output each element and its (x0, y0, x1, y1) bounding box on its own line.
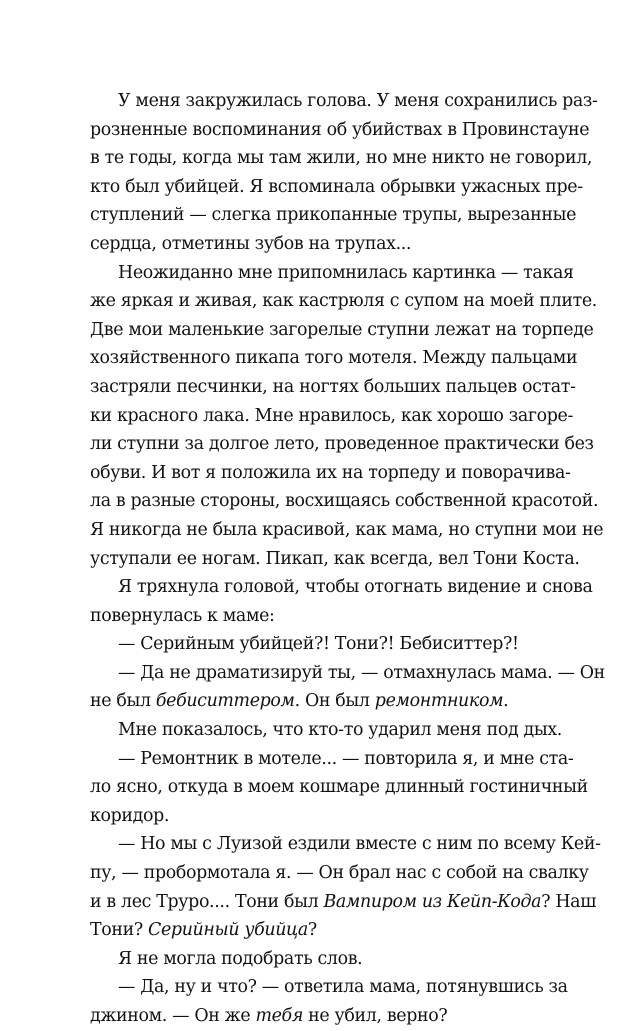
italic-vampire: Вампиром из Кейп-Кода (323, 891, 542, 912)
text-segment: . (503, 691, 509, 712)
text-segment: ? (307, 920, 317, 941)
text-line: У меня закружилась голова. У меня сохранились раз- (118, 91, 598, 111)
body-text (90, 87, 605, 1031)
text-line: Я тряхнула головой, чтобы отогнать видение и снова (118, 577, 593, 598)
text-line: ла в разные стороны, восхищаясь собственной красотой. (90, 491, 599, 512)
text-line (90, 1002, 552, 1031)
text-line: хозяйственного пикапа того мотеля. Между пальцами (90, 348, 578, 369)
text-line: Я никогда не была красивой, как мама, но ступни мои не (90, 519, 604, 540)
text-line: ступлений — слегка прикопанные трупы, вырезанные (90, 205, 577, 226)
text-line: Неожиданно мне припомнилась картинка — такая (118, 262, 574, 283)
text-line: обуви. И вот я положила их на торпеду и поворачива- (90, 462, 571, 483)
italic-babysitter: бебиситтером (155, 691, 295, 712)
text-segment: Тони? (90, 920, 149, 941)
text-segment: не убил, верно? (302, 1006, 448, 1026)
text-line: же яркая и живая, как кастрюля с супом на моей плите. (90, 291, 597, 312)
text-segment: . Он был (294, 691, 375, 712)
text-line: сердца, отметины зубов на трупах... (90, 233, 412, 254)
text-line: застряли песчинки, на ногтях больших пальцев остат- (90, 376, 576, 397)
text-line: кто был убийцей. Я вспоминала обрывки ужасных пре- (90, 176, 583, 197)
text-line: уступали ее ногам. Пикап, как всегда, вел Тони Коста. (90, 548, 580, 569)
italic-repairman: ремонтником (374, 691, 504, 712)
text-line: пу, — пробормотала я. — Он брал нас с собой на свалку (90, 863, 589, 884)
text-line: Мне показалось, что кто-то ударил меня под дых. (118, 720, 562, 741)
italic-you: тебя (255, 1006, 303, 1026)
text-line: Две мои маленькие загорелые ступни лежат на торпеде (90, 319, 594, 340)
text-segment: и в лес Труро.... Тони был (90, 891, 324, 912)
text-line: — Серийным убийцей?! Тони?! Бебиситтер?! (118, 634, 519, 655)
italic-serial-killer: Серийный убийца (148, 920, 308, 941)
text-line: ки красного лака. Мне нравилось, как хорошо загоре- (90, 405, 574, 426)
text-line: — Но мы с Луизой ездили вместе с ним по всему Кей- (118, 834, 601, 855)
text-line: розненные воспоминания об убийствах в Провинстауне (90, 119, 590, 140)
text-line: — Ремонтник в мотеле... — повторила я, и мне ста- (118, 748, 574, 769)
text-line (90, 687, 552, 716)
text-line (90, 888, 597, 917)
text-line (90, 916, 552, 945)
text-segment: не был (90, 691, 156, 712)
text-segment: ? Наш (541, 891, 597, 912)
text-line: ло ясно, откуда в моем кошмаре длинный гостиничный (90, 777, 588, 798)
text-line: в те годы, когда мы там жили, но мне никто не говорил, (90, 148, 593, 169)
text-line: Я не могла подобрать слов. (118, 948, 363, 969)
text-line: повернулась к маме: (90, 605, 275, 626)
text-line: ли ступни за долгое лето, проведенное практически без (90, 434, 594, 455)
text-line: коридор. (90, 805, 170, 826)
text-line: — Да не драматизируй ты, — отмахнулась мама. — Он (118, 662, 605, 683)
text-segment: джином. — Он же (90, 1006, 256, 1026)
text-line: — Да, ну и что? — ответила мама, потянувшись за (118, 977, 568, 998)
